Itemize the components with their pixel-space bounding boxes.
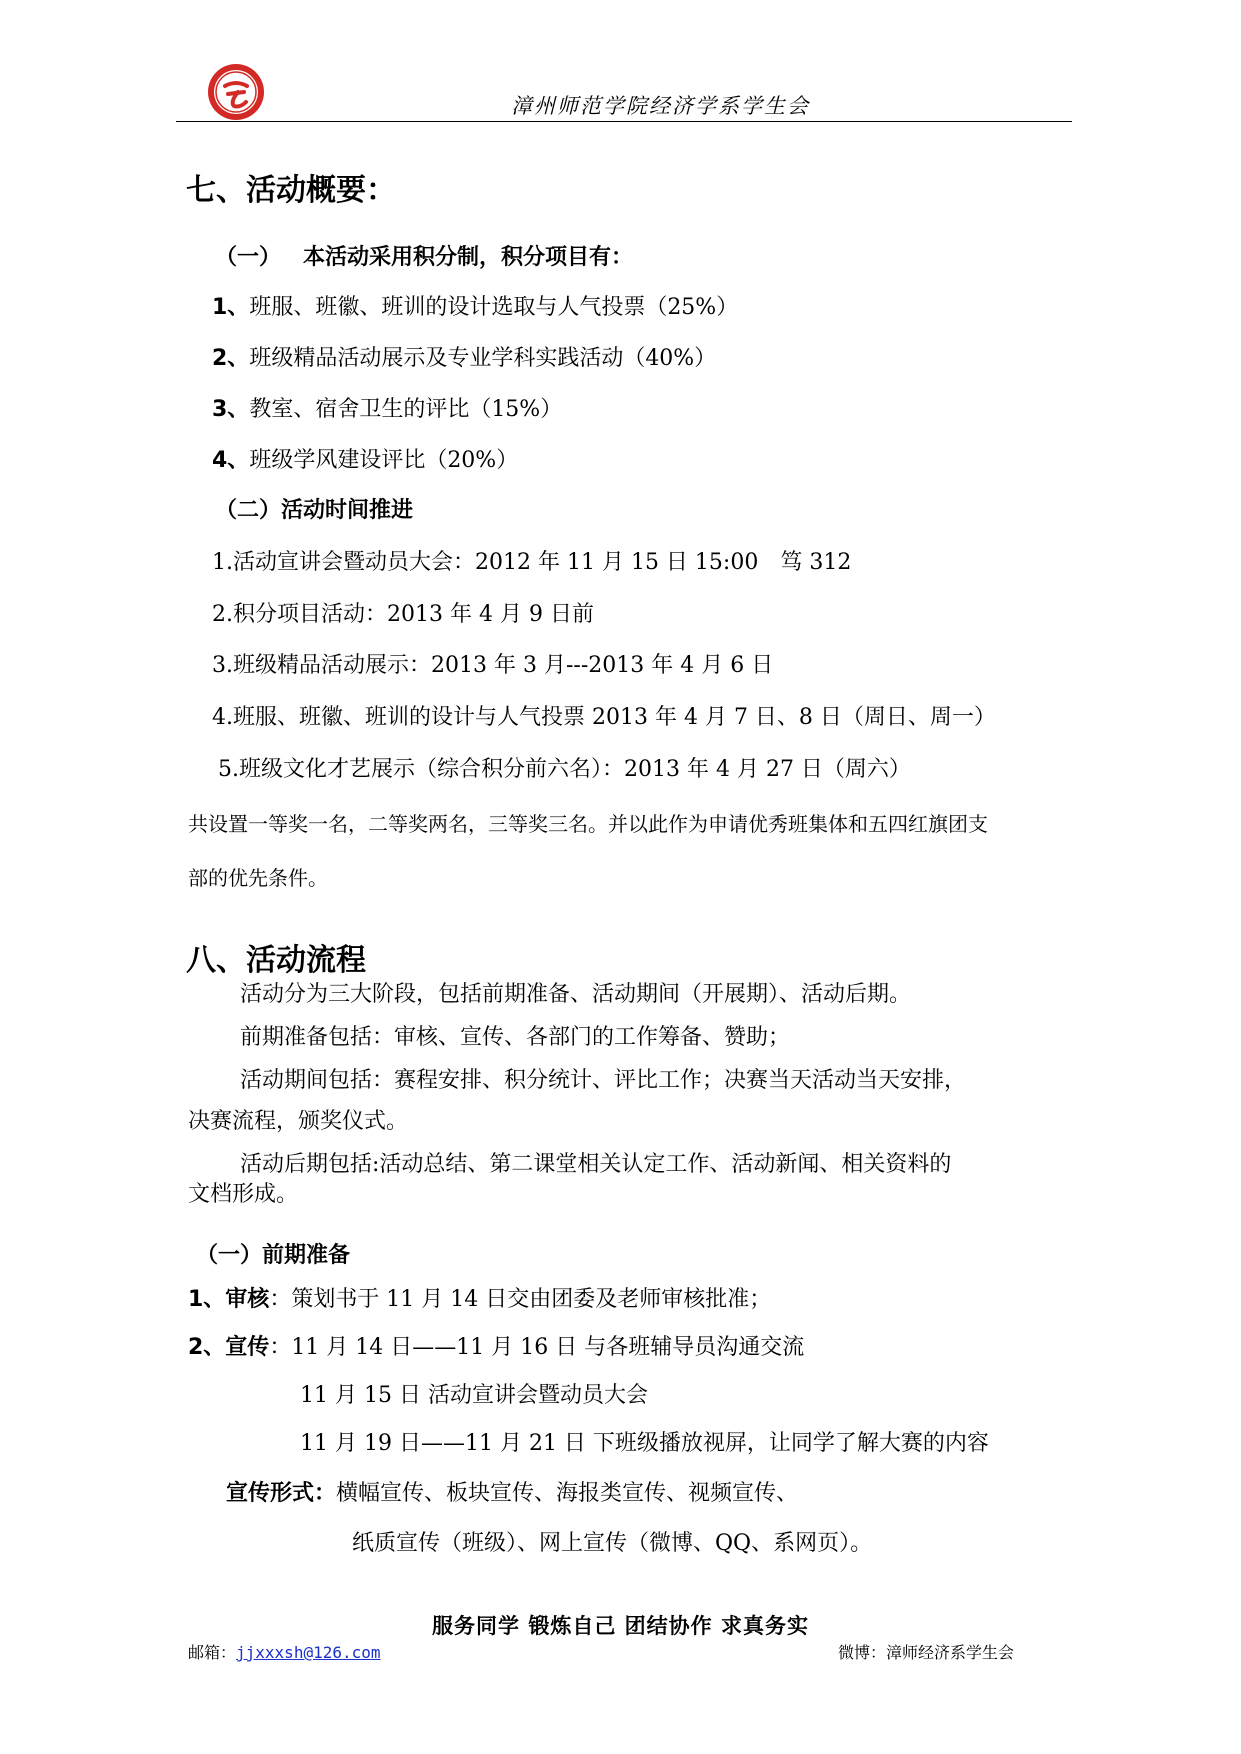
- footer-slogan: 服务同学 锻炼自己 团结协作 求真务实: [432, 1614, 809, 1638]
- process-paragraph: 文档形成。: [188, 1182, 299, 1207]
- section8-sub1: （一）前期准备: [196, 1243, 351, 1268]
- footer-email: [188, 1640, 381, 1663]
- section7-sub1-text: 本活动采用积分制，积分项目有：: [303, 245, 634, 270]
- review-text: ：策划书于 11 月 14 日交由团委及老师审核批准；: [269, 1287, 772, 1312]
- header-org-title: 漳州师范学院经济学系学生会: [511, 94, 810, 118]
- timeline-item: 2.积分项目活动：2013 年 4 月 9 日前: [212, 602, 594, 627]
- scoring-item: 3、教室、宿舍卫生的评比（15%）: [212, 397, 563, 422]
- process-paragraph: 活动期间包括：赛程安排、积分统计、评比工作；决赛当天活动当天安排，: [240, 1068, 967, 1093]
- email-link[interactable]: jjxxxsh@126.com: [236, 1643, 381, 1662]
- promo-form-text: 横幅宣传、板块宣传、海报类宣传、视频宣传、: [336, 1481, 799, 1506]
- promo-line: 11 月 19 日——11 月 21 日 下班级播放视屏，让同学了解大赛的内容: [300, 1431, 989, 1456]
- timeline-item: 1.活动宣讲会暨动员大会：2012 年 11 月 15 日 15:00 笃 312: [212, 550, 852, 575]
- review-line: [188, 1282, 771, 1313]
- promo-form-label: 宣传形式：: [226, 1481, 337, 1506]
- section7-sub1: [215, 240, 633, 271]
- timeline-item: 4.班服、班徽、班训的设计与人气投票 2013 年 4 月 7 日、8 日（周日、周一）: [212, 705, 996, 730]
- section7-sub1-label: （一）: [215, 245, 282, 270]
- scoring-item: 2、班级精品活动展示及专业学科实践活动（40%）: [212, 346, 717, 371]
- timeline-item: 5.班级文化才艺展示（综合积分前六名）：2013 年 4 月 27 日（周六）: [218, 757, 911, 782]
- section7-sub2: （二）活动时间推进: [215, 498, 414, 523]
- scoring-item: 4、班级学风建设评比（20%）: [212, 448, 519, 473]
- email-label: 邮箱：: [188, 1643, 237, 1662]
- scoring-item: 1、班服、班徽、班训的设计选取与人气投票（25%）: [212, 295, 739, 320]
- timeline-item: 3.班级精品活动展示：2013 年 3 月---2013 年 4 月 6 日: [212, 653, 774, 678]
- section8-heading: 八、活动流程: [186, 943, 366, 978]
- header-divider: [176, 121, 1072, 122]
- promo-line: [188, 1330, 804, 1361]
- process-paragraph: 活动分为三大阶段，包括前期准备、活动期间（开展期）、活动后期。: [240, 982, 912, 1007]
- promo-form-line: [226, 1476, 798, 1507]
- promo-text: ：11 月 14 日——11 月 16 日 与各班辅导员沟通交流: [269, 1335, 805, 1360]
- promo-label: 2、宣传: [188, 1335, 270, 1360]
- awards-text-line1: 共设置一等奖一名，二等奖两名，三等奖三名。并以此作为申请优秀班集体和五四红旗团支: [188, 812, 988, 836]
- process-paragraph: 决赛流程，颁奖仪式。: [188, 1109, 409, 1134]
- process-paragraph: 活动后期包括:活动总结、第二课堂相关认定工作、活动新闻、相关资料的: [240, 1152, 952, 1177]
- awards-text-line2: 部的优先条件。: [188, 866, 328, 890]
- process-paragraph: 前期准备包括：审核、宣传、各部门的工作筹备、赞助；: [240, 1025, 791, 1050]
- promo-line: 11 月 15 日 活动宣讲会暨动员大会: [300, 1383, 648, 1408]
- footer-weibo: 微博：漳师经济系学生会: [838, 1643, 1015, 1662]
- review-label: 1、审核: [188, 1287, 270, 1312]
- promo-form-line: 纸质宣传（班级）、网上宣传（微博、QQ、系网页）。: [352, 1531, 873, 1556]
- section7-heading: 七、活动概要：: [186, 173, 396, 208]
